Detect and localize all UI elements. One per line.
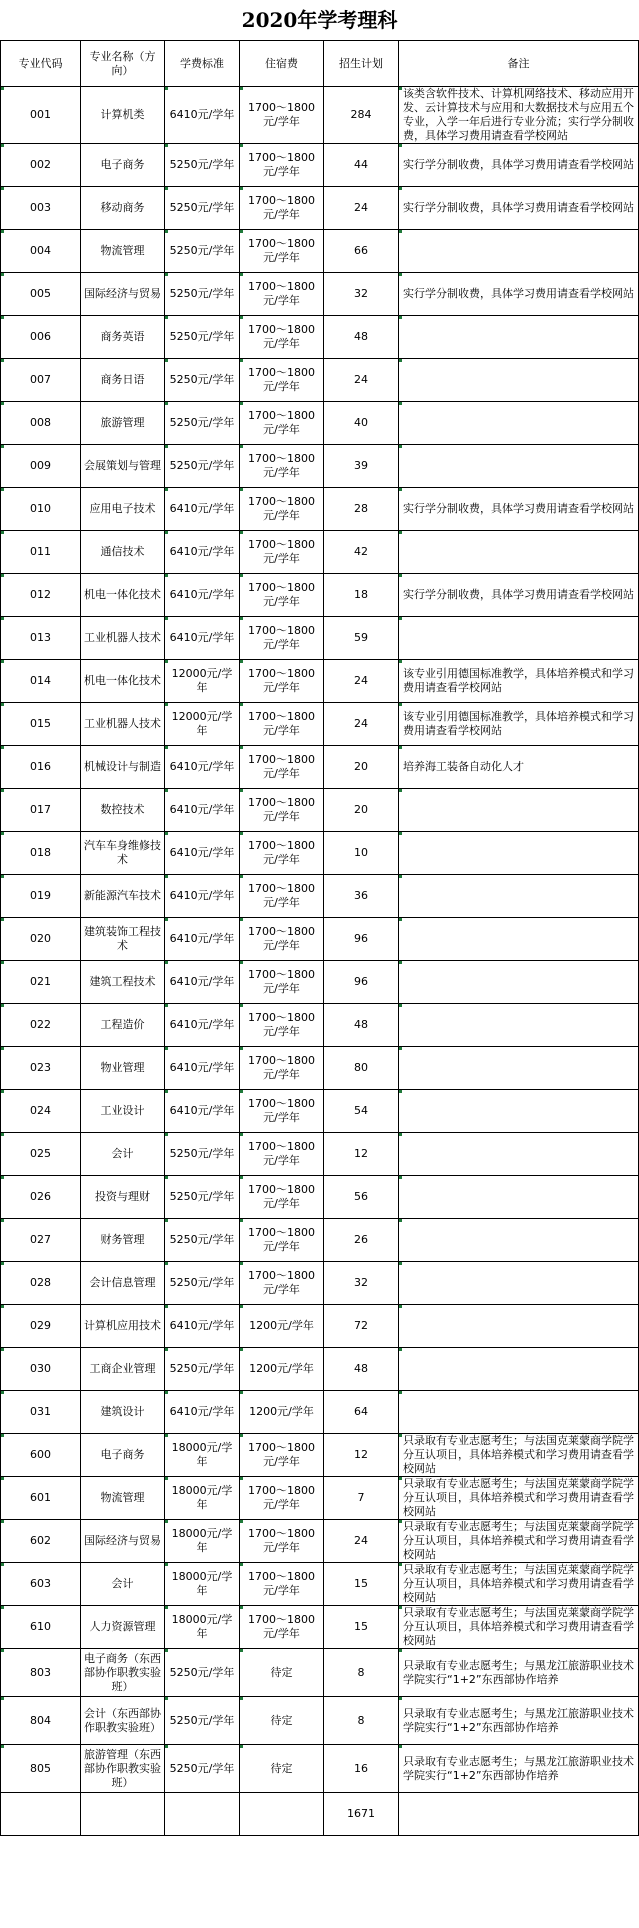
cell-note: 只录取有专业志愿考生；与黑龙江旅游职业技术学院实行“1+2”东西部协作培养	[399, 1649, 639, 1697]
cell-code: 603	[1, 1563, 81, 1606]
table-row	[1, 531, 639, 574]
page-title: 2020年学考理科	[241, 8, 398, 32]
cell-note: 只录取有专业志愿考生；与黑龙江旅游职业技术学院实行“1+2”东西部协作培养	[399, 1745, 639, 1793]
cell-tuition: 5250元/学年	[165, 230, 240, 273]
cell-note: 只录取有专业志愿考生；与法国克莱蒙商学院学分互认项目，具体培养模式和学习费用请查看学校网站	[399, 1606, 639, 1649]
total-empty-cell	[1, 1793, 81, 1836]
cell-name: 会计（东西部协作职教实验班）	[81, 1697, 165, 1745]
cell-note: 实行学分制收费，具体学习费用请查看学校网站	[399, 273, 639, 316]
cell-dorm: 1700～1800元/学年	[240, 1090, 324, 1133]
cell-code: 029	[1, 1305, 81, 1348]
cell-note: 只录取有专业志愿考生；与黑龙江旅游职业技术学院实行“1+2”东西部协作培养	[399, 1697, 639, 1745]
cell-name: 工程造价	[81, 1004, 165, 1047]
cell-code: 008	[1, 402, 81, 445]
cell-dorm: 1700～1800元/学年	[240, 488, 324, 531]
cell-name: 财务管理	[81, 1219, 165, 1262]
table-row	[1, 1090, 639, 1133]
cell-name: 工业机器人技术	[81, 703, 165, 746]
header-row	[1, 41, 639, 87]
cell-dorm: 1700～1800元/学年	[240, 1133, 324, 1176]
cell-dorm: 1700～1800元/学年	[240, 445, 324, 488]
cell-name: 工商企业管理	[81, 1348, 165, 1391]
cell-plan: 12	[324, 1434, 399, 1477]
cell-note: 实行学分制收费，具体学习费用请查看学校网站	[399, 144, 639, 187]
cell-dorm: 1700～1800元/学年	[240, 402, 324, 445]
cell-dorm: 1700～1800元/学年	[240, 144, 324, 187]
cell-code: 013	[1, 617, 81, 660]
cell-code: 001	[1, 87, 81, 144]
cell-code: 016	[1, 746, 81, 789]
table-row	[1, 1649, 639, 1697]
cell-dorm: 1700～1800元/学年	[240, 617, 324, 660]
cell-dorm: 1700～1800元/学年	[240, 1047, 324, 1090]
cell-code: 027	[1, 1219, 81, 1262]
table-row	[1, 445, 639, 488]
cell-note: 该类含软件技术、计算机网络技术、移动应用开发、云计算技术与应用和大数据技术与应用五个专业，入学一年后进行专业分流；实行学分制收费，具体学习费用请查看学校网站	[399, 87, 639, 144]
table-row	[1, 1348, 639, 1391]
cell-tuition: 5250元/学年	[165, 359, 240, 402]
cell-plan: 44	[324, 144, 399, 187]
cell-note: 该专业引用德国标准教学，具体培养模式和学习费用请查看学校网站	[399, 703, 639, 746]
cell-name: 物流管理	[81, 1477, 165, 1520]
cell-note	[399, 789, 639, 832]
cell-note	[399, 1004, 639, 1047]
total-empty-cell	[240, 1793, 324, 1836]
cell-tuition: 6410元/学年	[165, 789, 240, 832]
cell-dorm: 1700～1800元/学年	[240, 1434, 324, 1477]
cell-note	[399, 1047, 639, 1090]
table-row	[1, 1434, 639, 1477]
cell-tuition: 6410元/学年	[165, 1004, 240, 1047]
cell-code: 025	[1, 1133, 81, 1176]
cell-code: 014	[1, 660, 81, 703]
cell-code: 015	[1, 703, 81, 746]
cell-note: 该专业引用德国标准教学，具体培养模式和学习费用请查看学校网站	[399, 660, 639, 703]
cell-name: 旅游管理（东西部协作职教实验班）	[81, 1745, 165, 1793]
cell-code: 010	[1, 488, 81, 531]
cell-note	[399, 359, 639, 402]
cell-code: 602	[1, 1520, 81, 1563]
cell-dorm: 待定	[240, 1697, 324, 1745]
table-row	[1, 1391, 639, 1434]
table-row	[1, 1477, 639, 1520]
admission-table	[0, 40, 639, 1836]
cell-tuition: 5250元/学年	[165, 1219, 240, 1262]
cell-plan: 18	[324, 574, 399, 617]
cell-name: 国际经济与贸易	[81, 273, 165, 316]
table-row	[1, 1047, 639, 1090]
cell-code: 805	[1, 1745, 81, 1793]
cell-plan: 48	[324, 1348, 399, 1391]
cell-dorm: 1700～1800元/学年	[240, 789, 324, 832]
cell-dorm: 待定	[240, 1649, 324, 1697]
cell-code: 031	[1, 1391, 81, 1434]
cell-tuition: 6410元/学年	[165, 617, 240, 660]
cell-dorm: 1700～1800元/学年	[240, 1563, 324, 1606]
cell-code: 018	[1, 832, 81, 875]
cell-code: 024	[1, 1090, 81, 1133]
cell-name: 物业管理	[81, 1047, 165, 1090]
cell-name: 建筑设计	[81, 1391, 165, 1434]
cell-name: 工业设计	[81, 1090, 165, 1133]
cell-name: 电子商务	[81, 1434, 165, 1477]
cell-dorm: 1700～1800元/学年	[240, 316, 324, 359]
cell-tuition: 5250元/学年	[165, 1262, 240, 1305]
cell-plan: 15	[324, 1563, 399, 1606]
cell-plan: 72	[324, 1305, 399, 1348]
cell-note	[399, 1305, 639, 1348]
cell-note	[399, 918, 639, 961]
table-row	[1, 1176, 639, 1219]
cell-tuition: 5250元/学年	[165, 1649, 240, 1697]
cell-tuition: 12000元/学年	[165, 660, 240, 703]
cell-tuition: 6410元/学年	[165, 87, 240, 144]
table-row	[1, 961, 639, 1004]
table-row	[1, 617, 639, 660]
cell-code: 005	[1, 273, 81, 316]
total-plan: 1671	[324, 1793, 399, 1836]
cell-dorm: 1700～1800元/学年	[240, 187, 324, 230]
cell-name: 机电一体化技术	[81, 574, 165, 617]
cell-tuition: 6410元/学年	[165, 488, 240, 531]
cell-plan: 32	[324, 273, 399, 316]
cell-name: 新能源汽车技术	[81, 875, 165, 918]
cell-dorm: 1700～1800元/学年	[240, 273, 324, 316]
cell-code: 017	[1, 789, 81, 832]
table-row	[1, 488, 639, 531]
cell-dorm: 1700～1800元/学年	[240, 918, 324, 961]
cell-tuition: 6410元/学年	[165, 832, 240, 875]
cell-code: 610	[1, 1606, 81, 1649]
cell-tuition: 18000元/学年	[165, 1606, 240, 1649]
cell-plan: 284	[324, 87, 399, 144]
total-empty-cell	[399, 1793, 639, 1836]
cell-code: 003	[1, 187, 81, 230]
cell-plan: 54	[324, 1090, 399, 1133]
cell-code: 803	[1, 1649, 81, 1697]
table-row	[1, 703, 639, 746]
cell-tuition: 5250元/学年	[165, 316, 240, 359]
cell-tuition: 6410元/学年	[165, 961, 240, 1004]
cell-code: 030	[1, 1348, 81, 1391]
cell-plan: 66	[324, 230, 399, 273]
cell-note	[399, 445, 639, 488]
cell-code: 023	[1, 1047, 81, 1090]
cell-dorm: 1700～1800元/学年	[240, 87, 324, 144]
cell-tuition: 6410元/学年	[165, 746, 240, 789]
cell-dorm: 待定	[240, 1745, 324, 1793]
cell-plan: 24	[324, 660, 399, 703]
cell-code: 012	[1, 574, 81, 617]
cell-plan: 59	[324, 617, 399, 660]
table-row	[1, 746, 639, 789]
cell-dorm: 1200元/学年	[240, 1305, 324, 1348]
cell-dorm: 1700～1800元/学年	[240, 746, 324, 789]
cell-name: 会计信息管理	[81, 1262, 165, 1305]
table-row	[1, 1305, 639, 1348]
cell-dorm: 1700～1800元/学年	[240, 531, 324, 574]
cell-plan: 15	[324, 1606, 399, 1649]
cell-plan: 12	[324, 1133, 399, 1176]
cell-note	[399, 531, 639, 574]
table-row	[1, 144, 639, 187]
cell-tuition: 5250元/学年	[165, 402, 240, 445]
cell-note	[399, 961, 639, 1004]
cell-code: 022	[1, 1004, 81, 1047]
cell-dorm: 1700～1800元/学年	[240, 875, 324, 918]
cell-tuition: 6410元/学年	[165, 574, 240, 617]
cell-plan: 26	[324, 1219, 399, 1262]
cell-code: 011	[1, 531, 81, 574]
cell-code: 600	[1, 1434, 81, 1477]
cell-code: 804	[1, 1697, 81, 1745]
cell-tuition: 12000元/学年	[165, 703, 240, 746]
cell-note: 只录取有专业志愿考生；与法国克莱蒙商学院学分互认项目，具体培养模式和学习费用请查看学校网站	[399, 1520, 639, 1563]
cell-tuition: 6410元/学年	[165, 1090, 240, 1133]
cell-note: 只录取有专业志愿考生；与法国克莱蒙商学院学分互认项目，具体培养模式和学习费用请查看学校网站	[399, 1563, 639, 1606]
cell-tuition: 5250元/学年	[165, 187, 240, 230]
cell-name: 建筑工程技术	[81, 961, 165, 1004]
table-row	[1, 187, 639, 230]
cell-note	[399, 832, 639, 875]
table-row	[1, 1745, 639, 1793]
cell-plan: 16	[324, 1745, 399, 1793]
cell-dorm: 1700～1800元/学年	[240, 703, 324, 746]
cell-dorm: 1200元/学年	[240, 1348, 324, 1391]
cell-tuition: 18000元/学年	[165, 1477, 240, 1520]
cell-name: 会计	[81, 1563, 165, 1606]
cell-note	[399, 1176, 639, 1219]
cell-tuition: 5250元/学年	[165, 1697, 240, 1745]
cell-plan: 8	[324, 1697, 399, 1745]
cell-name: 计算机类	[81, 87, 165, 144]
cell-plan: 20	[324, 789, 399, 832]
header-dorm: 住宿费	[240, 41, 324, 87]
cell-name: 商务日语	[81, 359, 165, 402]
header-note: 备注	[399, 41, 639, 87]
cell-plan: 28	[324, 488, 399, 531]
cell-plan: 20	[324, 746, 399, 789]
cell-tuition: 5250元/学年	[165, 445, 240, 488]
cell-dorm: 1700～1800元/学年	[240, 1520, 324, 1563]
cell-plan: 64	[324, 1391, 399, 1434]
cell-plan: 56	[324, 1176, 399, 1219]
cell-name: 电子商务	[81, 144, 165, 187]
cell-note	[399, 1348, 639, 1391]
cell-note	[399, 1262, 639, 1305]
cell-name: 机械设计与制造	[81, 746, 165, 789]
cell-tuition: 6410元/学年	[165, 1391, 240, 1434]
cell-plan: 48	[324, 1004, 399, 1047]
cell-code: 026	[1, 1176, 81, 1219]
cell-note	[399, 617, 639, 660]
cell-dorm: 1700～1800元/学年	[240, 660, 324, 703]
cell-tuition: 18000元/学年	[165, 1520, 240, 1563]
cell-name: 计算机应用技术	[81, 1305, 165, 1348]
header-code: 专业代码	[1, 41, 81, 87]
cell-plan: 32	[324, 1262, 399, 1305]
cell-name: 商务英语	[81, 316, 165, 359]
cell-tuition: 6410元/学年	[165, 875, 240, 918]
cell-name: 会展策划与管理	[81, 445, 165, 488]
cell-tuition: 5250元/学年	[165, 1348, 240, 1391]
table-row	[1, 230, 639, 273]
header-tuition: 学费标准	[165, 41, 240, 87]
cell-tuition: 5250元/学年	[165, 1176, 240, 1219]
total-empty-cell	[81, 1793, 165, 1836]
cell-plan: 40	[324, 402, 399, 445]
table-row	[1, 574, 639, 617]
cell-plan: 7	[324, 1477, 399, 1520]
cell-note	[399, 402, 639, 445]
table-row	[1, 402, 639, 445]
cell-plan: 24	[324, 187, 399, 230]
cell-name: 物流管理	[81, 230, 165, 273]
cell-name: 投资与理财	[81, 1176, 165, 1219]
cell-dorm: 1700～1800元/学年	[240, 832, 324, 875]
cell-code: 601	[1, 1477, 81, 1520]
cell-code: 007	[1, 359, 81, 402]
cell-dorm: 1700～1800元/学年	[240, 1477, 324, 1520]
cell-plan: 8	[324, 1649, 399, 1697]
table-row	[1, 273, 639, 316]
cell-code: 009	[1, 445, 81, 488]
table-row	[1, 1219, 639, 1262]
cell-name: 会计	[81, 1133, 165, 1176]
table-row	[1, 359, 639, 402]
cell-tuition: 5250元/学年	[165, 1133, 240, 1176]
cell-plan: 24	[324, 1520, 399, 1563]
table-row	[1, 1520, 639, 1563]
table-body	[1, 87, 639, 1836]
cell-plan: 80	[324, 1047, 399, 1090]
cell-plan: 24	[324, 703, 399, 746]
cell-tuition: 6410元/学年	[165, 1047, 240, 1090]
cell-tuition: 5250元/学年	[165, 144, 240, 187]
total-row	[1, 1793, 639, 1836]
cell-name: 建筑装饰工程技术	[81, 918, 165, 961]
cell-plan: 42	[324, 531, 399, 574]
cell-note	[399, 1133, 639, 1176]
table-row	[1, 832, 639, 875]
cell-plan: 48	[324, 316, 399, 359]
cell-note	[399, 1090, 639, 1133]
table-row	[1, 918, 639, 961]
table-row	[1, 1004, 639, 1047]
cell-tuition: 18000元/学年	[165, 1563, 240, 1606]
cell-note	[399, 230, 639, 273]
cell-note: 实行学分制收费，具体学习费用请查看学校网站	[399, 187, 639, 230]
cell-name: 工业机器人技术	[81, 617, 165, 660]
cell-tuition: 6410元/学年	[165, 1305, 240, 1348]
cell-name: 机电一体化技术	[81, 660, 165, 703]
cell-dorm: 1700～1800元/学年	[240, 961, 324, 1004]
cell-tuition: 6410元/学年	[165, 531, 240, 574]
cell-tuition: 5250元/学年	[165, 1745, 240, 1793]
cell-name: 移动商务	[81, 187, 165, 230]
cell-name: 国际经济与贸易	[81, 1520, 165, 1563]
cell-note: 只录取有专业志愿考生；与法国克莱蒙商学院学分互认项目，具体培养模式和学习费用请查看学校网站	[399, 1477, 639, 1520]
cell-plan: 96	[324, 918, 399, 961]
cell-note	[399, 1219, 639, 1262]
cell-name: 汽车车身维修技术	[81, 832, 165, 875]
cell-note: 实行学分制收费，具体学习费用请查看学校网站	[399, 488, 639, 531]
table-row	[1, 1133, 639, 1176]
cell-tuition: 5250元/学年	[165, 273, 240, 316]
cell-plan: 39	[324, 445, 399, 488]
table-row	[1, 1262, 639, 1305]
cell-name: 通信技术	[81, 531, 165, 574]
cell-dorm: 1700～1800元/学年	[240, 574, 324, 617]
table-row	[1, 789, 639, 832]
table-row	[1, 1606, 639, 1649]
cell-dorm: 1700～1800元/学年	[240, 1606, 324, 1649]
table-row	[1, 875, 639, 918]
cell-note: 只录取有专业志愿考生；与法国克莱蒙商学院学分互认项目，具体培养模式和学习费用请查看学校网站	[399, 1434, 639, 1477]
cell-name: 应用电子技术	[81, 488, 165, 531]
cell-dorm: 1700～1800元/学年	[240, 1262, 324, 1305]
cell-code: 021	[1, 961, 81, 1004]
table-row	[1, 316, 639, 359]
table-row	[1, 87, 639, 144]
header-plan: 招生计划	[324, 41, 399, 87]
cell-note	[399, 875, 639, 918]
cell-plan: 96	[324, 961, 399, 1004]
cell-name: 电子商务（东西部协作职教实验班）	[81, 1649, 165, 1697]
cell-dorm: 1200元/学年	[240, 1391, 324, 1434]
cell-code: 002	[1, 144, 81, 187]
cell-plan: 10	[324, 832, 399, 875]
cell-name: 数控技术	[81, 789, 165, 832]
cell-code: 004	[1, 230, 81, 273]
cell-code: 020	[1, 918, 81, 961]
cell-dorm: 1700～1800元/学年	[240, 359, 324, 402]
table-row	[1, 660, 639, 703]
header-name: 专业名称（方向）	[81, 41, 165, 87]
cell-note	[399, 1391, 639, 1434]
cell-note: 培养海工装备自动化人才	[399, 746, 639, 789]
total-empty-cell	[165, 1793, 240, 1836]
cell-dorm: 1700～1800元/学年	[240, 230, 324, 273]
cell-name: 旅游管理	[81, 402, 165, 445]
cell-tuition: 6410元/学年	[165, 918, 240, 961]
cell-name: 人力资源管理	[81, 1606, 165, 1649]
cell-plan: 24	[324, 359, 399, 402]
cell-tuition: 18000元/学年	[165, 1434, 240, 1477]
cell-code: 019	[1, 875, 81, 918]
table-row	[1, 1697, 639, 1745]
cell-plan: 36	[324, 875, 399, 918]
cell-code: 006	[1, 316, 81, 359]
cell-note	[399, 316, 639, 359]
cell-code: 028	[1, 1262, 81, 1305]
table-row	[1, 1563, 639, 1606]
cell-note: 实行学分制收费，具体学习费用请查看学校网站	[399, 574, 639, 617]
cell-dorm: 1700～1800元/学年	[240, 1176, 324, 1219]
cell-dorm: 1700～1800元/学年	[240, 1004, 324, 1047]
cell-dorm: 1700～1800元/学年	[240, 1219, 324, 1262]
